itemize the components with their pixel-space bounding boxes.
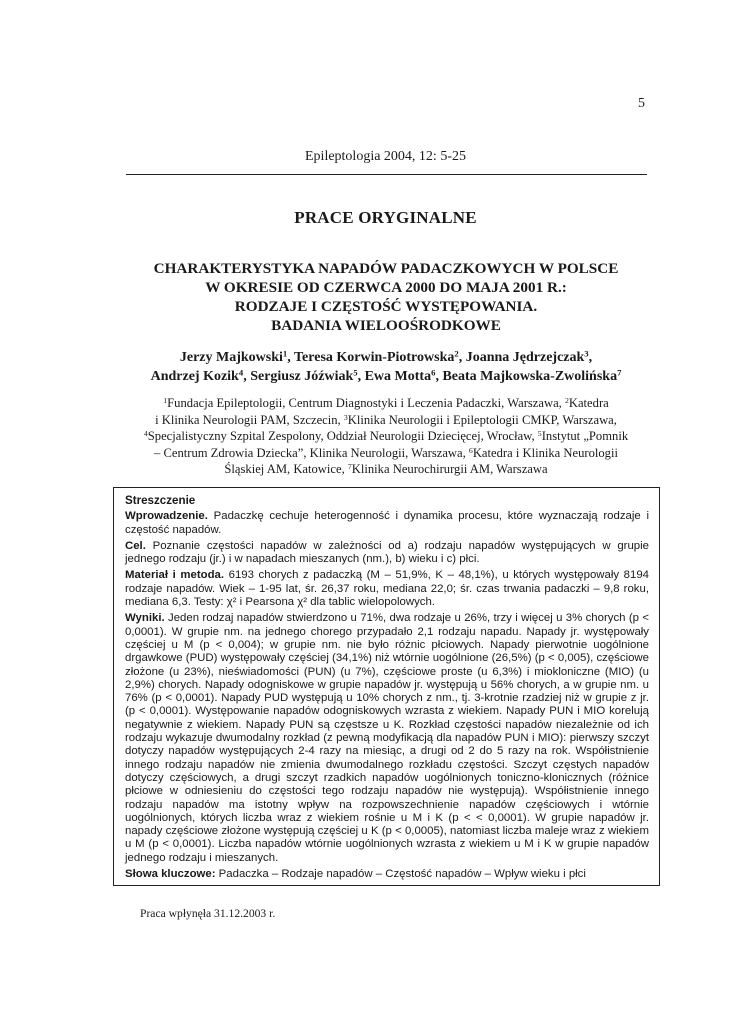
- affiliation-text-part: Śląskiej AM, Katowice,: [224, 462, 348, 476]
- title-line: BADANIA WIELOOŚRODKOWE: [271, 317, 501, 334]
- abstract-text: Poznanie częstości napadów w zależności od a) rodzaju napadów występujących w grupie jednego rodzaju (jr.) i w napadach mieszanych (nm.), b) wieku i c) płci.: [125, 539, 649, 566]
- title-line: RODZAJE I CZĘSTOŚĆ WYSTĘPOWANIA.: [234, 298, 538, 315]
- abstract-paragraph-aim: [125, 540, 649, 567]
- affiliation-line: [110, 445, 662, 462]
- abstract-text: Padaczkę cechuje heterogenność i dynamika procesu, które wyznaczają rodzaje i częstość napadów.: [125, 510, 649, 536]
- affiliation-text: Katedra: [568, 396, 609, 410]
- author-name: Jerzy Majkowski: [179, 350, 283, 365]
- affiliation-mark: 3: [343, 412, 348, 422]
- abstract-box: [113, 487, 660, 886]
- abstract-label: Cel.: [125, 539, 146, 552]
- title-line: W OKRESIE OD CZERWCA 2000 DO MAJA 2001 R.:: [205, 279, 567, 296]
- article-title: [110, 259, 662, 335]
- abstract-text: Padaczka – Rodzaje napadów – Częstość napadów – Wpływ wieku i płci: [215, 868, 586, 881]
- affiliation-text: Klinika Neurochirurgii AM, Warszawa: [351, 462, 548, 476]
- affiliation-text-part: Instytut „Pomnik: [541, 429, 629, 443]
- author-separator: ,: [458, 350, 466, 365]
- affiliation-mark: 7: [347, 462, 352, 472]
- affiliation-mark: 2: [564, 396, 569, 406]
- abstract-paragraph-keywords: [125, 868, 649, 881]
- author-name: Teresa Korwin-Piotrowska: [294, 350, 455, 365]
- affiliation-text-part: – Centrum Zdrowia Dziecka”, Klinika Neurologii, Warszawa,: [154, 445, 469, 460]
- abstract-label: Słowa kluczowe:: [125, 868, 216, 881]
- author-name: Andrzej Kozik: [150, 369, 239, 384]
- affiliation-text-part: Katedra i Klinika Neurologii: [472, 445, 618, 460]
- page-number: 5: [638, 96, 645, 111]
- author-name: Sergiusz Jóźwiak: [250, 369, 354, 384]
- author-separator: ,: [357, 369, 365, 384]
- author-affiliation-mark: 4: [238, 367, 244, 378]
- author-affiliation-mark: 7: [617, 367, 622, 378]
- author-name: Beata Majkowska-Zwolińska: [442, 369, 618, 384]
- author-name: Ewa Motta: [364, 369, 432, 384]
- abstract-label: Materiał i metoda.: [125, 569, 225, 582]
- abstract-paragraph-introduction: [125, 510, 649, 537]
- abstract-paragraph-results: [125, 612, 649, 865]
- abstract-text: 6193 chorych z padaczką (M – 51,9%, K – 48,1%), u których występowały 8194 rodzaje napadów. Wiek – 1-95 lat, śr. 26,37 roku, mediana 22,0; śr. czas trwania padaczki – 9,8 roku, mediana 6,3. Testy: χ² i Pearsona χ² dla tablic wielopolowych.: [125, 569, 650, 609]
- author-affiliation-mark: 3: [584, 348, 589, 359]
- author-line: [110, 348, 662, 367]
- abstract-paragraph-methods: [125, 569, 649, 609]
- author-line: [110, 367, 662, 386]
- affiliation-line: [110, 428, 662, 445]
- author-separator: ,: [287, 350, 294, 365]
- journal-reference: Epileptologia 2004, 12: 5-25: [305, 149, 466, 164]
- received-date: Praca wpłynęła 31.12.2003 r.: [140, 907, 276, 920]
- author-affiliation-mark: 2: [454, 348, 459, 359]
- author-affiliation-mark: 6: [431, 367, 436, 378]
- title-line: CHARAKTERYSTYKA NAPADÓW PADACZKOWYCH W POLSCE: [153, 260, 619, 277]
- abstract-text: Jeden rodzaj napadów stwierdzono u 71%, dwa rodzaje u 26%, trzy i więcej u 3% chorych (p < 0,0001). W grupie nm. na jednego chorego przypadało 2,1 rodzaju napadu. Napady jr. występowały częściej u M (p < 0,004); w grupie nm. nie było różnic płciowych. Napady pierwotnie uogólnione drgawkowe (PUD) występowały częściej (34,1%) niż wtórnie uogólnione (26,5%) (p < 0,005), częściowe złożone (u 23%), nieświadomości (PUN) (u 7%), częściowe proste (u 6,3%) i miokloniczne (MIO) (u 2,9%) chorych. Napady odogniskowe w grupie napadów jr. występują u 56% chorych, a w grupie nm. u 76% (p < 0,0001). Napady PUD występują u 10% chorych z nm., tj. 3-krotnie rzadziej niż w grupie z jr. (p < 0,0001). Występowanie napadów odogniskowych wzrasta z wiekiem. Napady PUN i MIO korelują negatywnie z wiekiem. Napady PUN są częstsze u K. Rozkład częstości napadów niezależnie od ich rodzaju wykazuje dwumodalny rozkład (z pewną modyfikacją dla napadów PUN i MIO): pierwszy szczyt dotyczy napadów występujących 2-4 razy na miesiąc, a drugi od 2 do 5 razy na rok. Współistnienie innego rodzaju napadów nie zmienia dwumodalnego rozkładu częstości. Szczyt częstych napadów dotyczy częściowych, a drugi szczyt rzadkich napadów uogólnionych toniczno-klonicznych (różnice płciowe w odniesieniu do częstości tego rodzaju napadów nie występują). Współistnienie innego rodzaju napadów ma istotny wpływ na rozpowszechnienie napadów częściowych i wtórnie uogólnionych, których liczba wraz z wiekiem rośnie u M i K (p < < 0,0001). W grupie napadów jr. napady częściowe złożone występują częściej u K (p < 0,0005), natomiast liczba maleje wraz z wiekiem u M (p < 0,0001). Liczba napadów wtórnie uogólnionych wzrasta z wiekiem u M i K w grupie napadów jednego rodzaju i mieszanych.: [125, 612, 649, 864]
- affiliation-mark: 5: [537, 429, 542, 439]
- author-separator: ,: [588, 350, 593, 365]
- section-title: PRACE ORYGINALNE: [294, 208, 477, 227]
- affiliation-text: Klinika Neurologii i Epileptologii CMKP, Warszawa,: [347, 412, 617, 427]
- author-affiliation-mark: 1: [282, 348, 288, 359]
- affiliation-mark: 4: [143, 429, 148, 439]
- author-list: [110, 348, 662, 386]
- author-affiliation-mark: 5: [353, 367, 358, 378]
- affiliation-text: Fundacja Epileptologii, Centrum Diagnostyki i Leczenia Padaczki, Warszawa,: [167, 396, 565, 410]
- abstract-label: Wprowadzenie.: [125, 510, 208, 523]
- affiliation-line: [110, 395, 662, 412]
- author-name: Joanna Jędrzejczak: [465, 350, 585, 365]
- abstract-label: Wyniki.: [125, 612, 165, 625]
- affiliation-line: i Klinika Neurologii PAM, Szczecin, $^3$Klinika Neurologii i Epileptologii CMKP, Warszawa,: [155, 412, 617, 427]
- affiliation-mark: 6: [468, 445, 473, 455]
- affiliations: [110, 395, 662, 478]
- header-rule: [126, 174, 647, 175]
- affiliation-mark: 1: [163, 396, 168, 406]
- author-separator: ,: [435, 369, 443, 384]
- abstract-content: [125, 494, 649, 884]
- affiliation-text: Specjalistyczny Szpital Zespolony, Oddział Neurologii Dziecięcej, Wrocław,: [147, 429, 538, 443]
- affiliation-line: [110, 461, 662, 478]
- abstract-heading: Streszczenie: [125, 494, 196, 507]
- author-separator: ,: [243, 369, 251, 384]
